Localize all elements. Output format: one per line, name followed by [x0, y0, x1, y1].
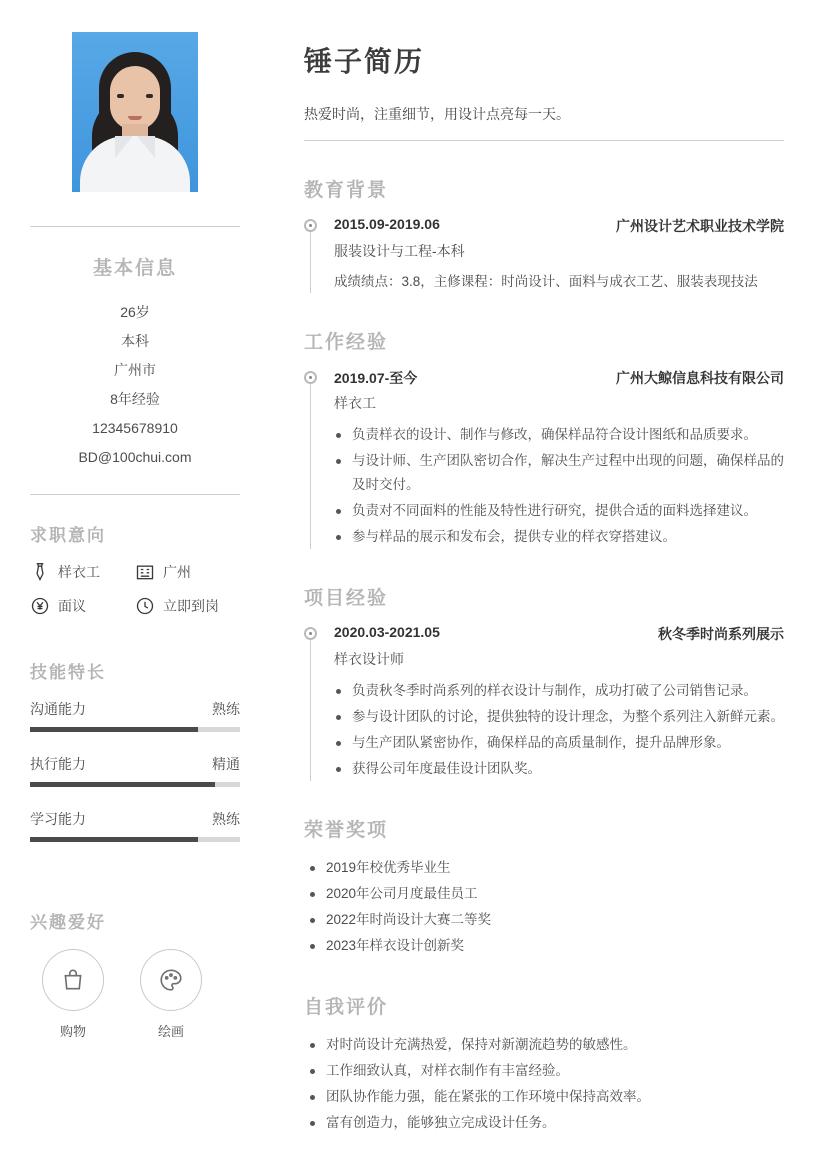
list-item: 2022年时尚设计大赛二等奖	[308, 908, 784, 932]
timeline-dot-icon	[304, 219, 317, 232]
tagline: 热爱时尚，注重细节，用设计点亮每一天。	[304, 104, 784, 141]
skill-progress-bar	[30, 727, 240, 732]
yuan-icon	[30, 596, 50, 616]
work-period: 2019.07-至今	[334, 370, 418, 386]
palette-icon	[140, 949, 202, 1011]
job-intent-position	[30, 562, 135, 582]
skill-progress-bar	[30, 782, 240, 787]
basic-info-email: BD@100chui.com	[78, 449, 192, 465]
education-major: 服装设计与工程-本科	[334, 243, 465, 259]
hobby-item	[140, 949, 202, 1040]
list-item: 2019年校优秀毕业生	[308, 856, 784, 880]
job-intent-title: 求职意向	[30, 526, 106, 545]
list-item: 工作细致认真，对样衣制作有丰富经验。	[308, 1059, 784, 1083]
hobby-label: 绘画	[157, 1024, 184, 1039]
sidebar	[0, 0, 270, 1160]
list-item: 对时尚设计充满热爱，保持对新潮流趋势的敏感性。	[308, 1033, 784, 1057]
page-title: 锤子简历	[304, 46, 425, 77]
projects-section	[304, 583, 784, 781]
skill-level: 熟练	[212, 811, 240, 827]
skill-name: 沟通能力	[30, 701, 86, 717]
project-bullets	[334, 679, 784, 781]
honors-title: 荣誉奖项	[304, 820, 389, 841]
list-item: 负责样衣的设计、制作与修改，确保样品符合设计图纸和品质要求。	[334, 423, 784, 447]
list-item: 2020年公司月度最佳员工	[308, 882, 784, 906]
education-period: 2015.09-2019.06	[334, 216, 440, 232]
job-intent-city	[135, 562, 240, 582]
skill-name: 学习能力	[30, 811, 86, 827]
clock-icon	[135, 596, 155, 616]
job-intent-salary-label: 面议	[58, 598, 86, 614]
list-item: 团队协作能力强，能在紧张的工作环境中保持高效率。	[308, 1085, 784, 1109]
honors-section	[304, 815, 784, 958]
skills-section	[30, 658, 240, 864]
basic-info-degree: 本科	[120, 333, 149, 349]
basic-info-title: 基本信息	[92, 258, 177, 279]
self-evaluation-section	[304, 992, 784, 1135]
basic-info-city: 广州市	[113, 362, 156, 378]
work-org: 广州大鲸信息科技有限公司	[616, 370, 784, 386]
basic-info-section	[78, 253, 191, 472]
work-title: 工作经验	[304, 332, 389, 353]
work-role: 样衣工	[334, 395, 376, 411]
basic-info-experience: 8年经验	[110, 391, 160, 407]
projects-title: 项目经验	[304, 588, 389, 609]
education-note: 成绩绩点：3.8，主修课程：时尚设计、面料与成衣工艺、服装表现技法	[334, 274, 758, 289]
hobbies-title: 兴趣爱好	[30, 913, 106, 932]
project-period: 2020.03-2021.05	[334, 624, 440, 640]
skill-level: 熟练	[212, 701, 240, 717]
hobbies-section	[30, 908, 240, 1040]
main-content	[270, 0, 820, 1160]
project-entry	[304, 624, 784, 781]
list-item: 负责对不同面料的性能及特性进行研究，提供合适的面料选择建议。	[334, 499, 784, 523]
skill-level: 精通	[212, 756, 240, 772]
work-entry	[304, 368, 784, 549]
education-section	[304, 175, 784, 293]
self-evaluation-title: 自我评价	[304, 997, 389, 1018]
skill-progress-bar	[30, 837, 240, 842]
list-item: 与生产团队紧密协作，确保样品的高质量制作，提升品牌形象。	[334, 731, 784, 755]
profile-photo	[72, 32, 198, 192]
skill-row	[30, 809, 240, 829]
hobby-label: 购物	[59, 1024, 86, 1039]
project-role: 样衣设计师	[334, 651, 404, 667]
education-org: 广州设计艺术职业技术学院	[616, 218, 784, 234]
list-item: 参与样品的展示和发布会，提供专业的样衣穿搭建议。	[334, 525, 784, 549]
tie-icon	[30, 562, 50, 582]
list-item: 参与设计团队的讨论，提供独特的设计理念，为整个系列注入新鲜元素。	[334, 705, 784, 729]
timeline-dot-icon	[304, 371, 317, 384]
shopping-bag-icon	[42, 949, 104, 1011]
building-icon	[135, 562, 155, 582]
work-section	[304, 327, 784, 549]
skill-row	[30, 699, 240, 719]
skills-title: 技能特长	[30, 663, 106, 682]
divider	[30, 494, 240, 495]
self-evaluation-list	[308, 1033, 784, 1135]
education-entry	[304, 216, 784, 293]
basic-info-age: 26岁	[120, 304, 150, 320]
skill-row	[30, 754, 240, 774]
timeline-dot-icon	[304, 627, 317, 640]
hobby-item	[42, 949, 104, 1040]
divider	[30, 226, 240, 227]
list-item: 2023年样衣设计创新奖	[308, 934, 784, 958]
job-intent-position-label: 样衣工	[58, 564, 100, 580]
list-item: 获得公司年度最佳设计团队奖。	[334, 757, 784, 781]
job-intent-salary	[30, 596, 135, 616]
basic-info-phone: 12345678910	[92, 420, 178, 436]
job-intent-availability-label: 立即到岗	[163, 598, 219, 614]
education-title: 教育背景	[304, 180, 389, 201]
work-bullets	[334, 423, 784, 549]
job-intent-availability	[135, 596, 240, 616]
project-org: 秋冬季时尚系列展示	[658, 626, 784, 642]
list-item: 负责秋冬季时尚系列的样衣设计与制作，成功打破了公司销售记录。	[334, 679, 784, 703]
list-item: 与设计师、生产团队密切合作，解决生产过程中出现的问题，确保样品的及时交付。	[334, 449, 784, 497]
job-intent-section	[30, 521, 240, 658]
skill-name: 执行能力	[30, 756, 86, 772]
job-intent-city-label: 广州	[163, 564, 191, 580]
honors-list	[308, 856, 784, 958]
list-item: 富有创造力，能够独立完成设计任务。	[308, 1111, 784, 1135]
